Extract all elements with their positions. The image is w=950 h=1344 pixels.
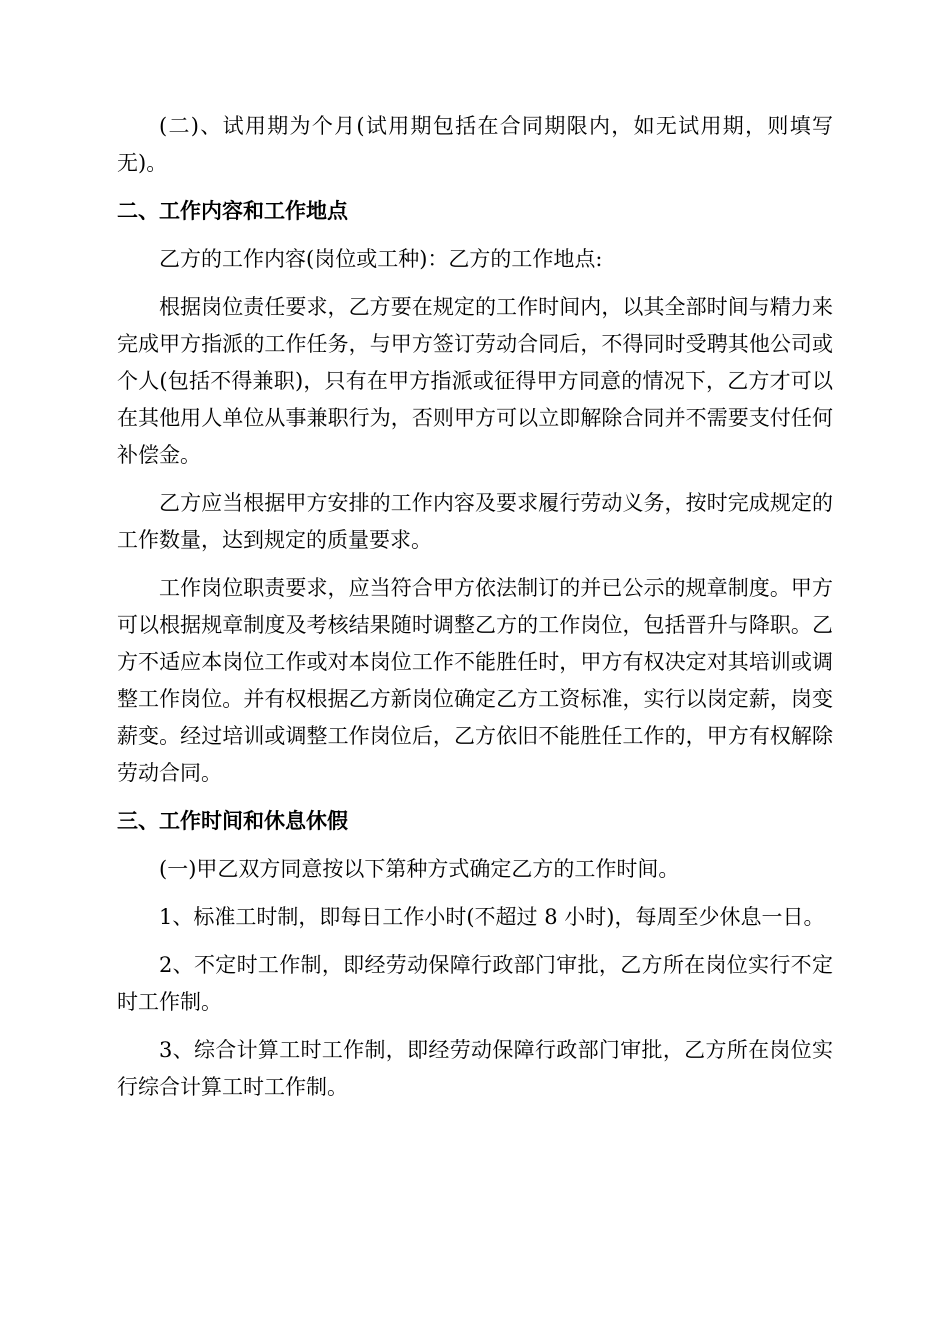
section-heading-work-content: 二、工作内容和工作地点 bbox=[117, 199, 348, 223]
paragraph-flexible-hours: 2、不定时工作制，即经劳动保障行政部门审批，乙方所在岗位实行不定时工作制。 bbox=[117, 953, 833, 1014]
paragraph-labor-obligation: 乙方应当根据甲方安排的工作内容及要求履行劳动义务，按时完成规定的工作数量，达到规定的质量要求。 bbox=[117, 491, 833, 552]
paragraph-work-content-location: 乙方的工作内容(岗位或工种)：乙方的工作地点: bbox=[159, 247, 603, 271]
paragraph-comprehensive-hours: 3、综合计算工时工作制，即经劳动保障行政部门审批，乙方所在岗位实行综合计算工时工作制。 bbox=[117, 1038, 833, 1099]
paragraph-working-time-method: (一)甲乙双方同意按以下第种方式确定乙方的工作时间。 bbox=[159, 857, 680, 881]
paragraph-standard-hours: 1、标准工时制，即每日工作小时(不超过 8 小时)，每周至少休息一日。 bbox=[159, 905, 825, 929]
section-heading-working-hours: 三、工作时间和休息休假 bbox=[117, 809, 348, 833]
paragraph-job-responsibility: 根据岗位责任要求，乙方要在规定的工作时间内，以其全部时间与精力来完成甲方指派的工作任务，与甲方签订劳动合同后，不得同时受聘其他公司或个人(包括不得兼职)，只有在甲方指派或征得甲方同意的情况下，乙方才可以在其他用人单位从事兼职行为，否则甲方可以立即解除合同并不需要支付任何补偿金。 bbox=[117, 295, 833, 467]
document-body bbox=[117, 108, 833, 1117]
paragraph-probation-period: (二)、试用期为个月(试用期包括在合同期限内，如无试用期，则填写无)。 bbox=[117, 114, 833, 175]
paragraph-position-adjustment: 工作岗位职责要求，应当符合甲方依法制订的并已公示的规章制度。甲方可以根据规章制度及考核结果随时调整乙方的工作岗位，包括晋升与降职。乙方不适应本岗位工作或对本岗位工作不能胜任时，甲方有权决定对其培训或调整工作岗位。并有权根据乙方新岗位确定乙方工资标准，实行以岗定薪，岗变薪变。经过培训或调整工作岗位后，乙方依旧不能胜任工作的，甲方有权解除劳动合同。 bbox=[117, 576, 833, 785]
